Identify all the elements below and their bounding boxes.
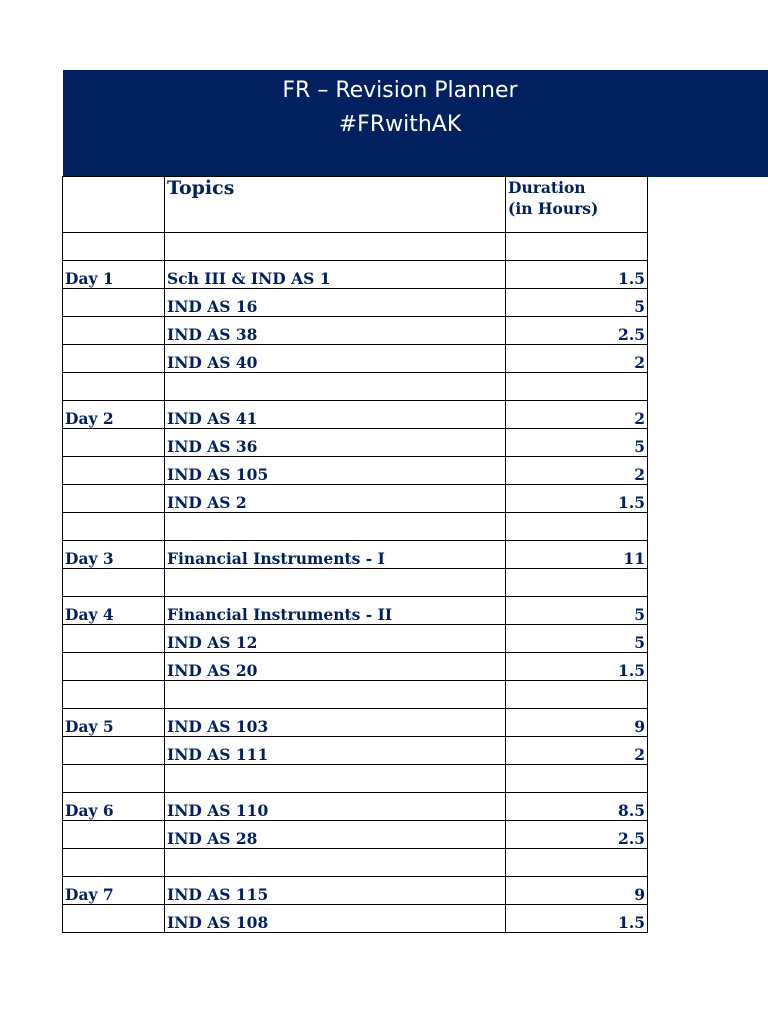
duration-cell <box>506 849 648 877</box>
duration-cell: 5 <box>506 625 648 653</box>
duration-cell: 8.5 <box>506 793 648 821</box>
topic-cell: Sch III & IND AS 1 <box>165 261 506 289</box>
table-row <box>63 625 648 653</box>
topic-cell <box>165 373 506 401</box>
table-row <box>63 457 648 485</box>
topic-cell: IND AS 16 <box>165 289 506 317</box>
planner-title: FR – Revision Planner <box>282 78 518 103</box>
spacer-row <box>63 681 648 709</box>
topic-cell <box>165 513 506 541</box>
table-row <box>63 541 648 569</box>
day-cell <box>63 457 165 485</box>
duration-cell <box>506 765 648 793</box>
duration-cell: 1.5 <box>506 653 648 681</box>
duration-cell: 9 <box>506 877 648 905</box>
duration-cell: 2 <box>506 345 648 373</box>
duration-cell: 1.5 <box>506 905 648 933</box>
day-cell <box>63 485 165 513</box>
day-cell: Day 2 <box>63 401 165 429</box>
duration-cell: 5 <box>506 289 648 317</box>
day-cell <box>63 513 165 541</box>
day-cell <box>63 345 165 373</box>
topic-cell: IND AS 2 <box>165 485 506 513</box>
topic-cell: IND AS 28 <box>165 821 506 849</box>
duration-cell: 1.5 <box>506 485 648 513</box>
topic-cell: IND AS 20 <box>165 653 506 681</box>
topic-cell: IND AS 110 <box>165 793 506 821</box>
duration-cell: 5 <box>506 429 648 457</box>
duration-cell: 2 <box>506 737 648 765</box>
title-banner <box>63 70 768 177</box>
table-row <box>63 877 648 905</box>
table-row <box>63 653 648 681</box>
topic-cell <box>165 765 506 793</box>
duration-cell <box>506 513 648 541</box>
header-duration: Duration <box>508 178 586 197</box>
spacer-row <box>63 849 648 877</box>
topic-cell: IND AS 41 <box>165 401 506 429</box>
day-cell <box>63 233 165 261</box>
day-cell: Day 5 <box>63 709 165 737</box>
day-cell <box>63 653 165 681</box>
duration-cell: 2 <box>506 401 648 429</box>
spacer-row <box>63 233 648 261</box>
duration-cell: 2.5 <box>506 317 648 345</box>
day-cell: Day 6 <box>63 793 165 821</box>
table-row <box>63 429 648 457</box>
topic-cell: IND AS 36 <box>165 429 506 457</box>
day-cell: Day 4 <box>63 597 165 625</box>
topic-cell: Financial Instruments - II <box>165 597 506 625</box>
day-cell <box>63 317 165 345</box>
topic-cell: IND AS 40 <box>165 345 506 373</box>
day-cell <box>63 681 165 709</box>
topic-cell: Financial Instruments - I <box>165 541 506 569</box>
day-cell: Day 1 <box>63 261 165 289</box>
day-cell <box>63 765 165 793</box>
spacer-row <box>63 373 648 401</box>
topic-cell <box>165 849 506 877</box>
duration-cell: 2 <box>506 457 648 485</box>
day-cell: Day 7 <box>63 877 165 905</box>
spacer-row <box>63 765 648 793</box>
duration-cell <box>506 681 648 709</box>
topic-cell: IND AS 108 <box>165 905 506 933</box>
header-duration-unit: (in Hours) <box>508 199 599 218</box>
duration-cell: 5 <box>506 597 648 625</box>
header-topics: Topics <box>167 177 235 199</box>
day-cell <box>63 849 165 877</box>
day-cell <box>63 373 165 401</box>
table-row <box>63 793 648 821</box>
day-cell <box>63 429 165 457</box>
day-cell <box>63 625 165 653</box>
table-row <box>63 289 648 317</box>
topic-cell: IND AS 111 <box>165 737 506 765</box>
day-cell: Day 3 <box>63 541 165 569</box>
header-duration-cell <box>506 177 648 233</box>
table-row <box>63 821 648 849</box>
topic-cell <box>165 569 506 597</box>
table-row <box>63 317 648 345</box>
topic-cell: IND AS 115 <box>165 877 506 905</box>
table-row <box>63 597 648 625</box>
table-row <box>63 401 648 429</box>
duration-cell <box>506 569 648 597</box>
duration-cell: 1.5 <box>506 261 648 289</box>
table-row <box>63 737 648 765</box>
revision-planner-table <box>62 176 648 933</box>
day-cell <box>63 289 165 317</box>
topic-cell: IND AS 103 <box>165 709 506 737</box>
table-header-row <box>63 177 648 233</box>
topic-cell: IND AS 105 <box>165 457 506 485</box>
header-topics-cell <box>165 177 506 233</box>
table-row <box>63 345 648 373</box>
topic-cell: IND AS 12 <box>165 625 506 653</box>
header-day-cell <box>63 177 165 233</box>
duration-cell <box>506 373 648 401</box>
planner-hashtag: #FRwithAK <box>338 112 462 137</box>
duration-cell: 11 <box>506 541 648 569</box>
day-cell <box>63 737 165 765</box>
day-cell <box>63 569 165 597</box>
table-row <box>63 905 648 933</box>
day-cell <box>63 905 165 933</box>
spacer-row <box>63 513 648 541</box>
spacer-row <box>63 569 648 597</box>
duration-cell: 9 <box>506 709 648 737</box>
topic-cell <box>165 681 506 709</box>
duration-cell: 2.5 <box>506 821 648 849</box>
day-cell <box>63 821 165 849</box>
topic-cell: IND AS 38 <box>165 317 506 345</box>
duration-cell <box>506 233 648 261</box>
table-row <box>63 261 648 289</box>
table-row <box>63 485 648 513</box>
table-row <box>63 709 648 737</box>
topic-cell <box>165 233 506 261</box>
